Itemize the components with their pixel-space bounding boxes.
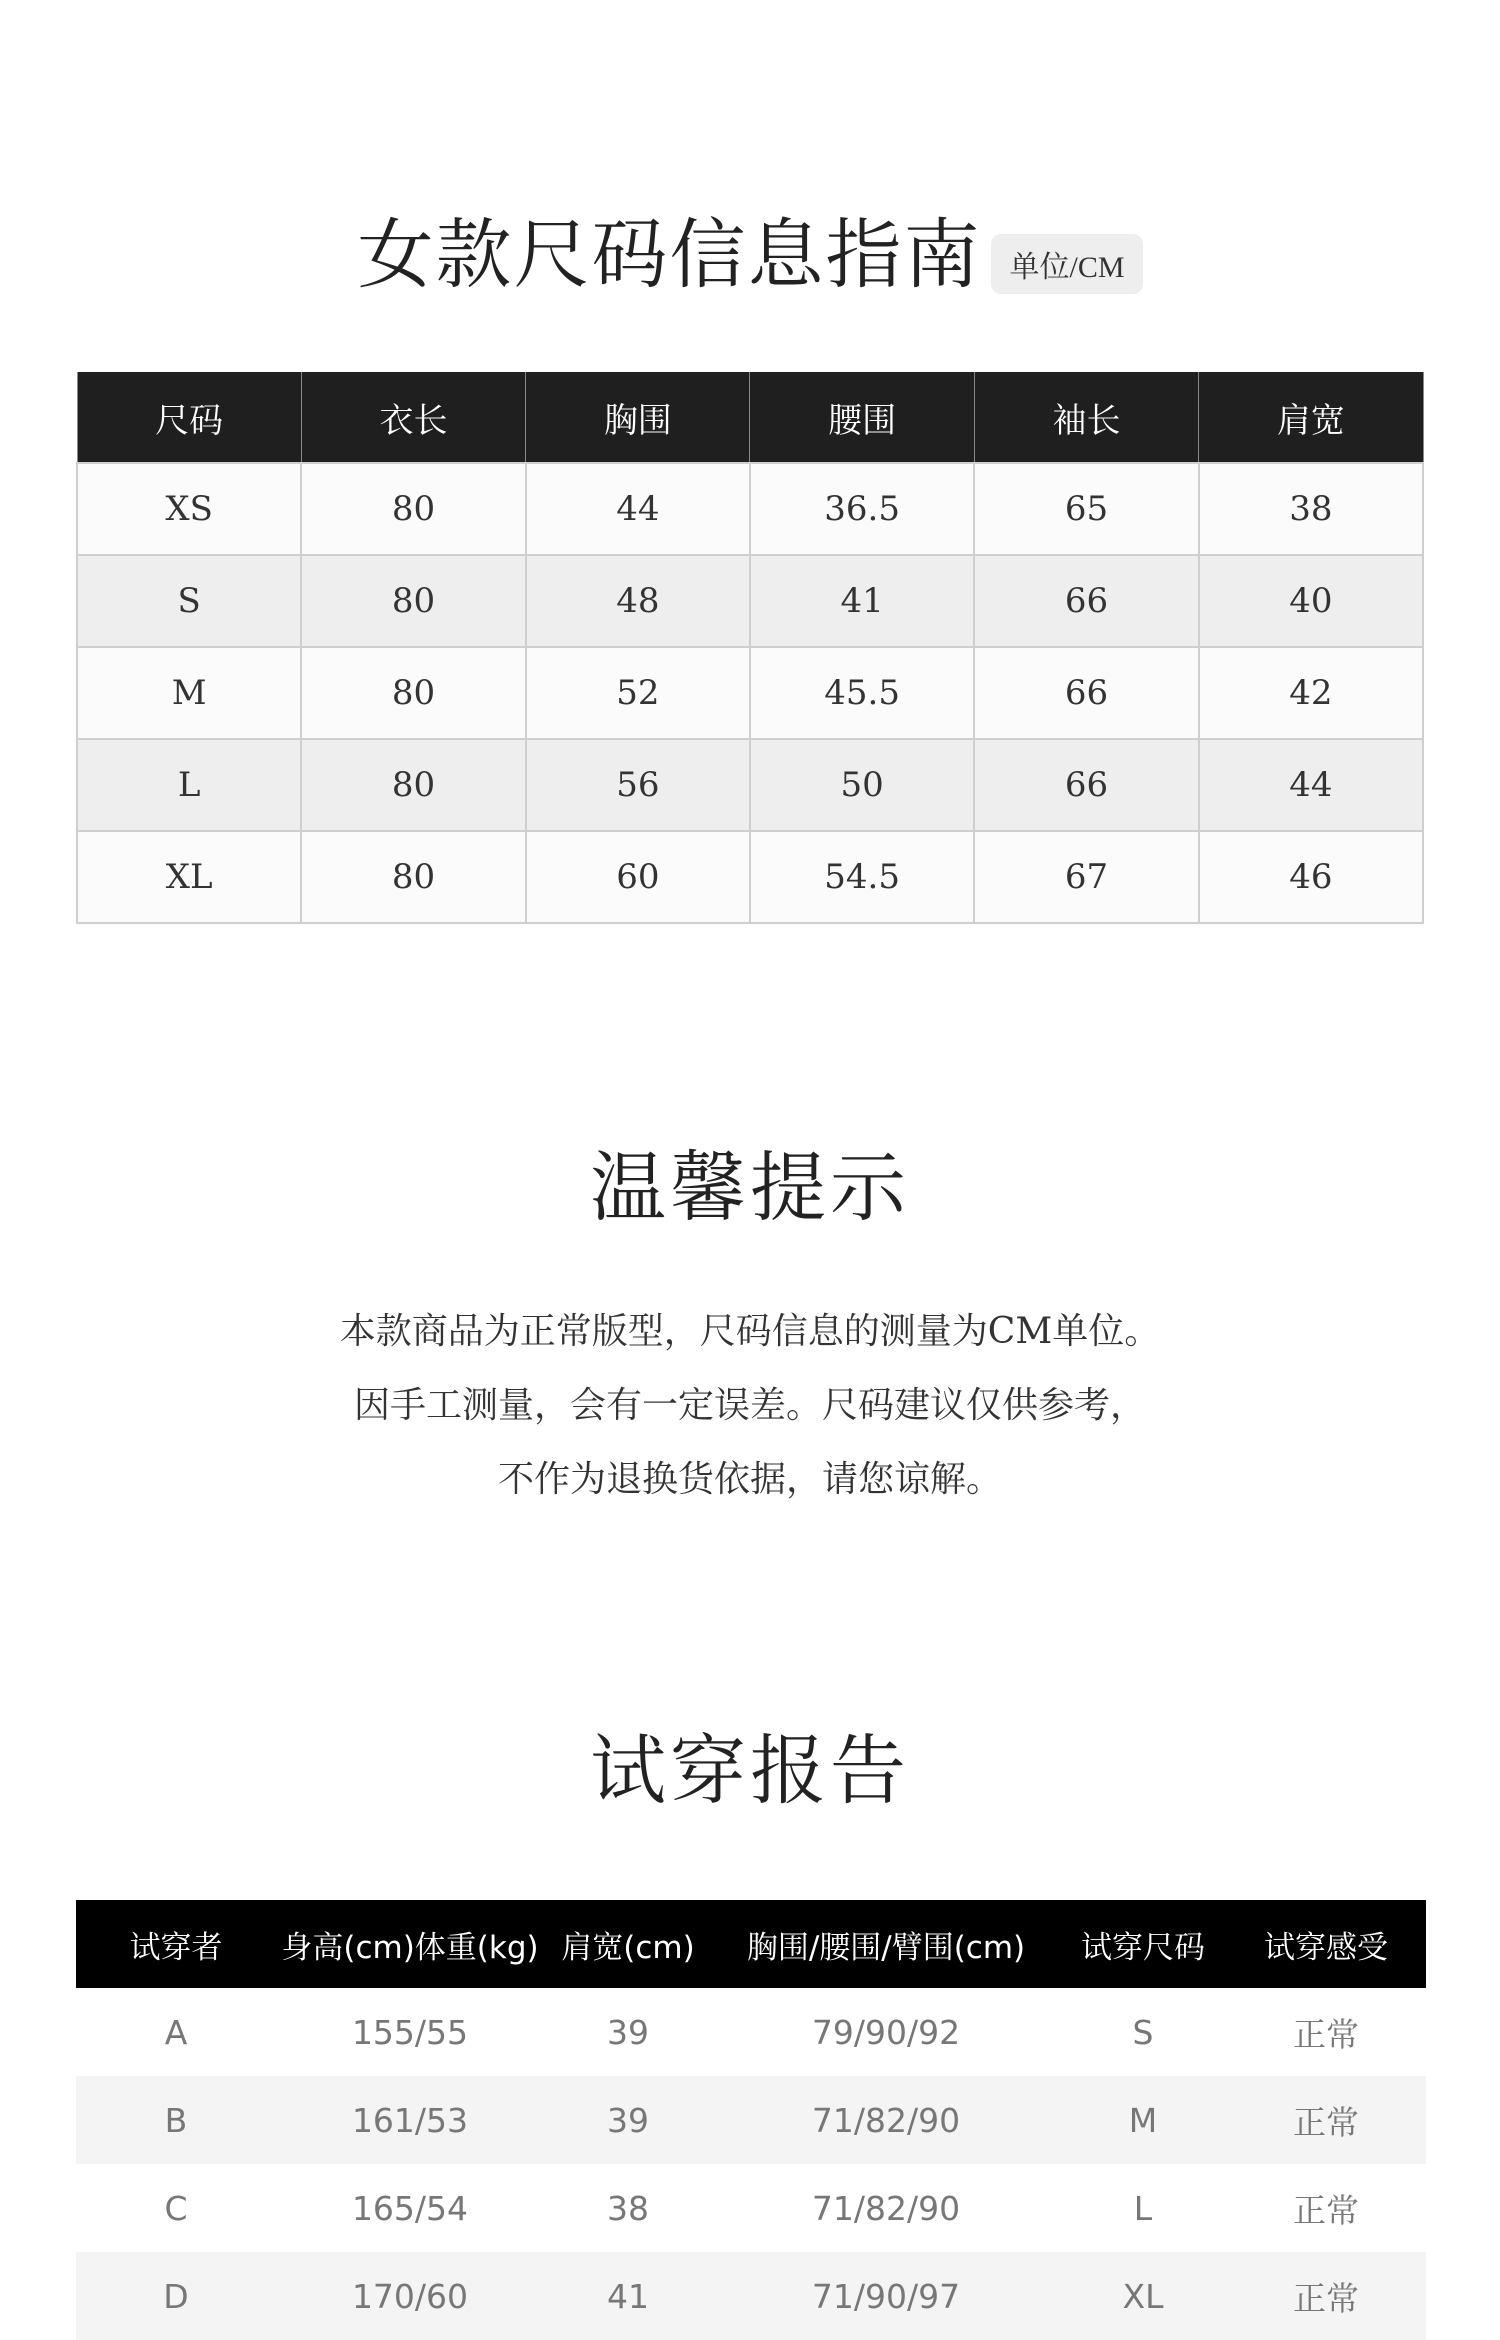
- table-cell: 50: [750, 739, 974, 831]
- table-cell: 65: [974, 463, 1198, 555]
- table-cell: 66: [974, 555, 1198, 647]
- table-cell: 39: [544, 1988, 712, 2076]
- table-cell: XL: [1060, 2252, 1226, 2340]
- table-row: [76, 1988, 1426, 2076]
- header-cell: 尺码: [77, 372, 301, 463]
- header-cell: 衣长: [301, 372, 525, 463]
- table-cell: 正常: [1226, 2164, 1426, 2252]
- table-cell: 38: [544, 2164, 712, 2252]
- table-cell: 79/90/92: [712, 1988, 1060, 2076]
- table-cell: 80: [301, 739, 525, 831]
- table-cell: 80: [301, 463, 525, 555]
- header-cell: 肩宽(cm): [544, 1900, 712, 1988]
- tips-line: 不作为退换货依据，请您谅解。: [497, 1459, 1002, 1500]
- header-cell: 袖长: [974, 372, 1198, 463]
- table-cell: 155/55: [276, 1988, 544, 2076]
- table-cell: S: [77, 555, 301, 647]
- table-cell: 正常: [1226, 2252, 1426, 2340]
- header-cell: 胸围/腰围/臂围(cm): [712, 1900, 1060, 1988]
- table-cell: 44: [1199, 739, 1423, 831]
- table-row: [77, 555, 1423, 647]
- size-table-header-row: [77, 372, 1423, 463]
- table-cell: 46: [1199, 831, 1423, 923]
- fit-table-header-row: [76, 1900, 1426, 1988]
- table-cell: M: [1060, 2076, 1226, 2164]
- table-cell: 67: [974, 831, 1198, 923]
- table-cell: 正常: [1226, 2076, 1426, 2164]
- table-cell: M: [77, 647, 301, 739]
- table-cell: A: [76, 1988, 276, 2076]
- fit-report-title: 试穿报告: [590, 1726, 910, 1815]
- table-cell: 48: [526, 555, 750, 647]
- table-row: [76, 2252, 1426, 2340]
- table-row: [76, 2164, 1426, 2252]
- header-cell: 胸围: [526, 372, 750, 463]
- tips-title: 温馨提示: [590, 1143, 910, 1232]
- table-cell: 40: [1199, 555, 1423, 647]
- table-cell: L: [1060, 2164, 1226, 2252]
- table-cell: 38: [1199, 463, 1423, 555]
- table-cell: 66: [974, 739, 1198, 831]
- table-cell: 71/82/90: [712, 2076, 1060, 2164]
- table-row: [77, 831, 1423, 923]
- header-cell: 身高(cm)体重(kg): [276, 1900, 544, 1988]
- tips-line: 因手工测量，会有一定误差。尺码建议仅供参考，: [353, 1385, 1146, 1426]
- table-cell: 42: [1199, 647, 1423, 739]
- header-cell: 试穿者: [76, 1900, 276, 1988]
- tips-text: [0, 1295, 1500, 1517]
- table-cell: 66: [974, 647, 1198, 739]
- table-cell: 52: [526, 647, 750, 739]
- table-cell: 80: [301, 831, 525, 923]
- size-guide-title-row: [0, 200, 1500, 310]
- table-cell: 71/90/97: [712, 2252, 1060, 2340]
- table-cell: 170/60: [276, 2252, 544, 2340]
- table-row: [77, 647, 1423, 739]
- table-row: [77, 739, 1423, 831]
- table-cell: 54.5: [750, 831, 974, 923]
- table-row: [77, 463, 1423, 555]
- size-guide-title: 女款尺码信息指南: [357, 210, 982, 299]
- table-cell: 44: [526, 463, 750, 555]
- fit-report-table: [76, 1900, 1426, 2340]
- header-cell: 腰围: [750, 372, 974, 463]
- table-cell: XL: [77, 831, 301, 923]
- size-table: [76, 372, 1424, 924]
- table-cell: D: [76, 2252, 276, 2340]
- header-cell: 肩宽: [1199, 372, 1423, 463]
- table-cell: 56: [526, 739, 750, 831]
- header-cell: 试穿尺码: [1060, 1900, 1226, 1988]
- table-cell: 39: [544, 2076, 712, 2164]
- table-cell: 45.5: [750, 647, 974, 739]
- table-cell: 71/82/90: [712, 2164, 1060, 2252]
- table-cell: L: [77, 739, 301, 831]
- table-cell: 80: [301, 647, 525, 739]
- table-cell: 36.5: [750, 463, 974, 555]
- tips-line: 本款商品为正常版型，尺码信息的测量为CM单位。: [339, 1311, 1161, 1352]
- table-cell: 165/54: [276, 2164, 544, 2252]
- unit-badge: 单位/CM: [991, 234, 1142, 294]
- table-cell: 41: [750, 555, 974, 647]
- table-cell: C: [76, 2164, 276, 2252]
- table-row: [76, 2076, 1426, 2164]
- table-cell: XS: [77, 463, 301, 555]
- table-cell: S: [1060, 1988, 1226, 2076]
- header-cell: 试穿感受: [1226, 1900, 1426, 1988]
- table-cell: 正常: [1226, 1988, 1426, 2076]
- table-cell: 60: [526, 831, 750, 923]
- table-cell: 161/53: [276, 2076, 544, 2164]
- table-cell: 80: [301, 555, 525, 647]
- table-cell: B: [76, 2076, 276, 2164]
- table-cell: 41: [544, 2252, 712, 2340]
